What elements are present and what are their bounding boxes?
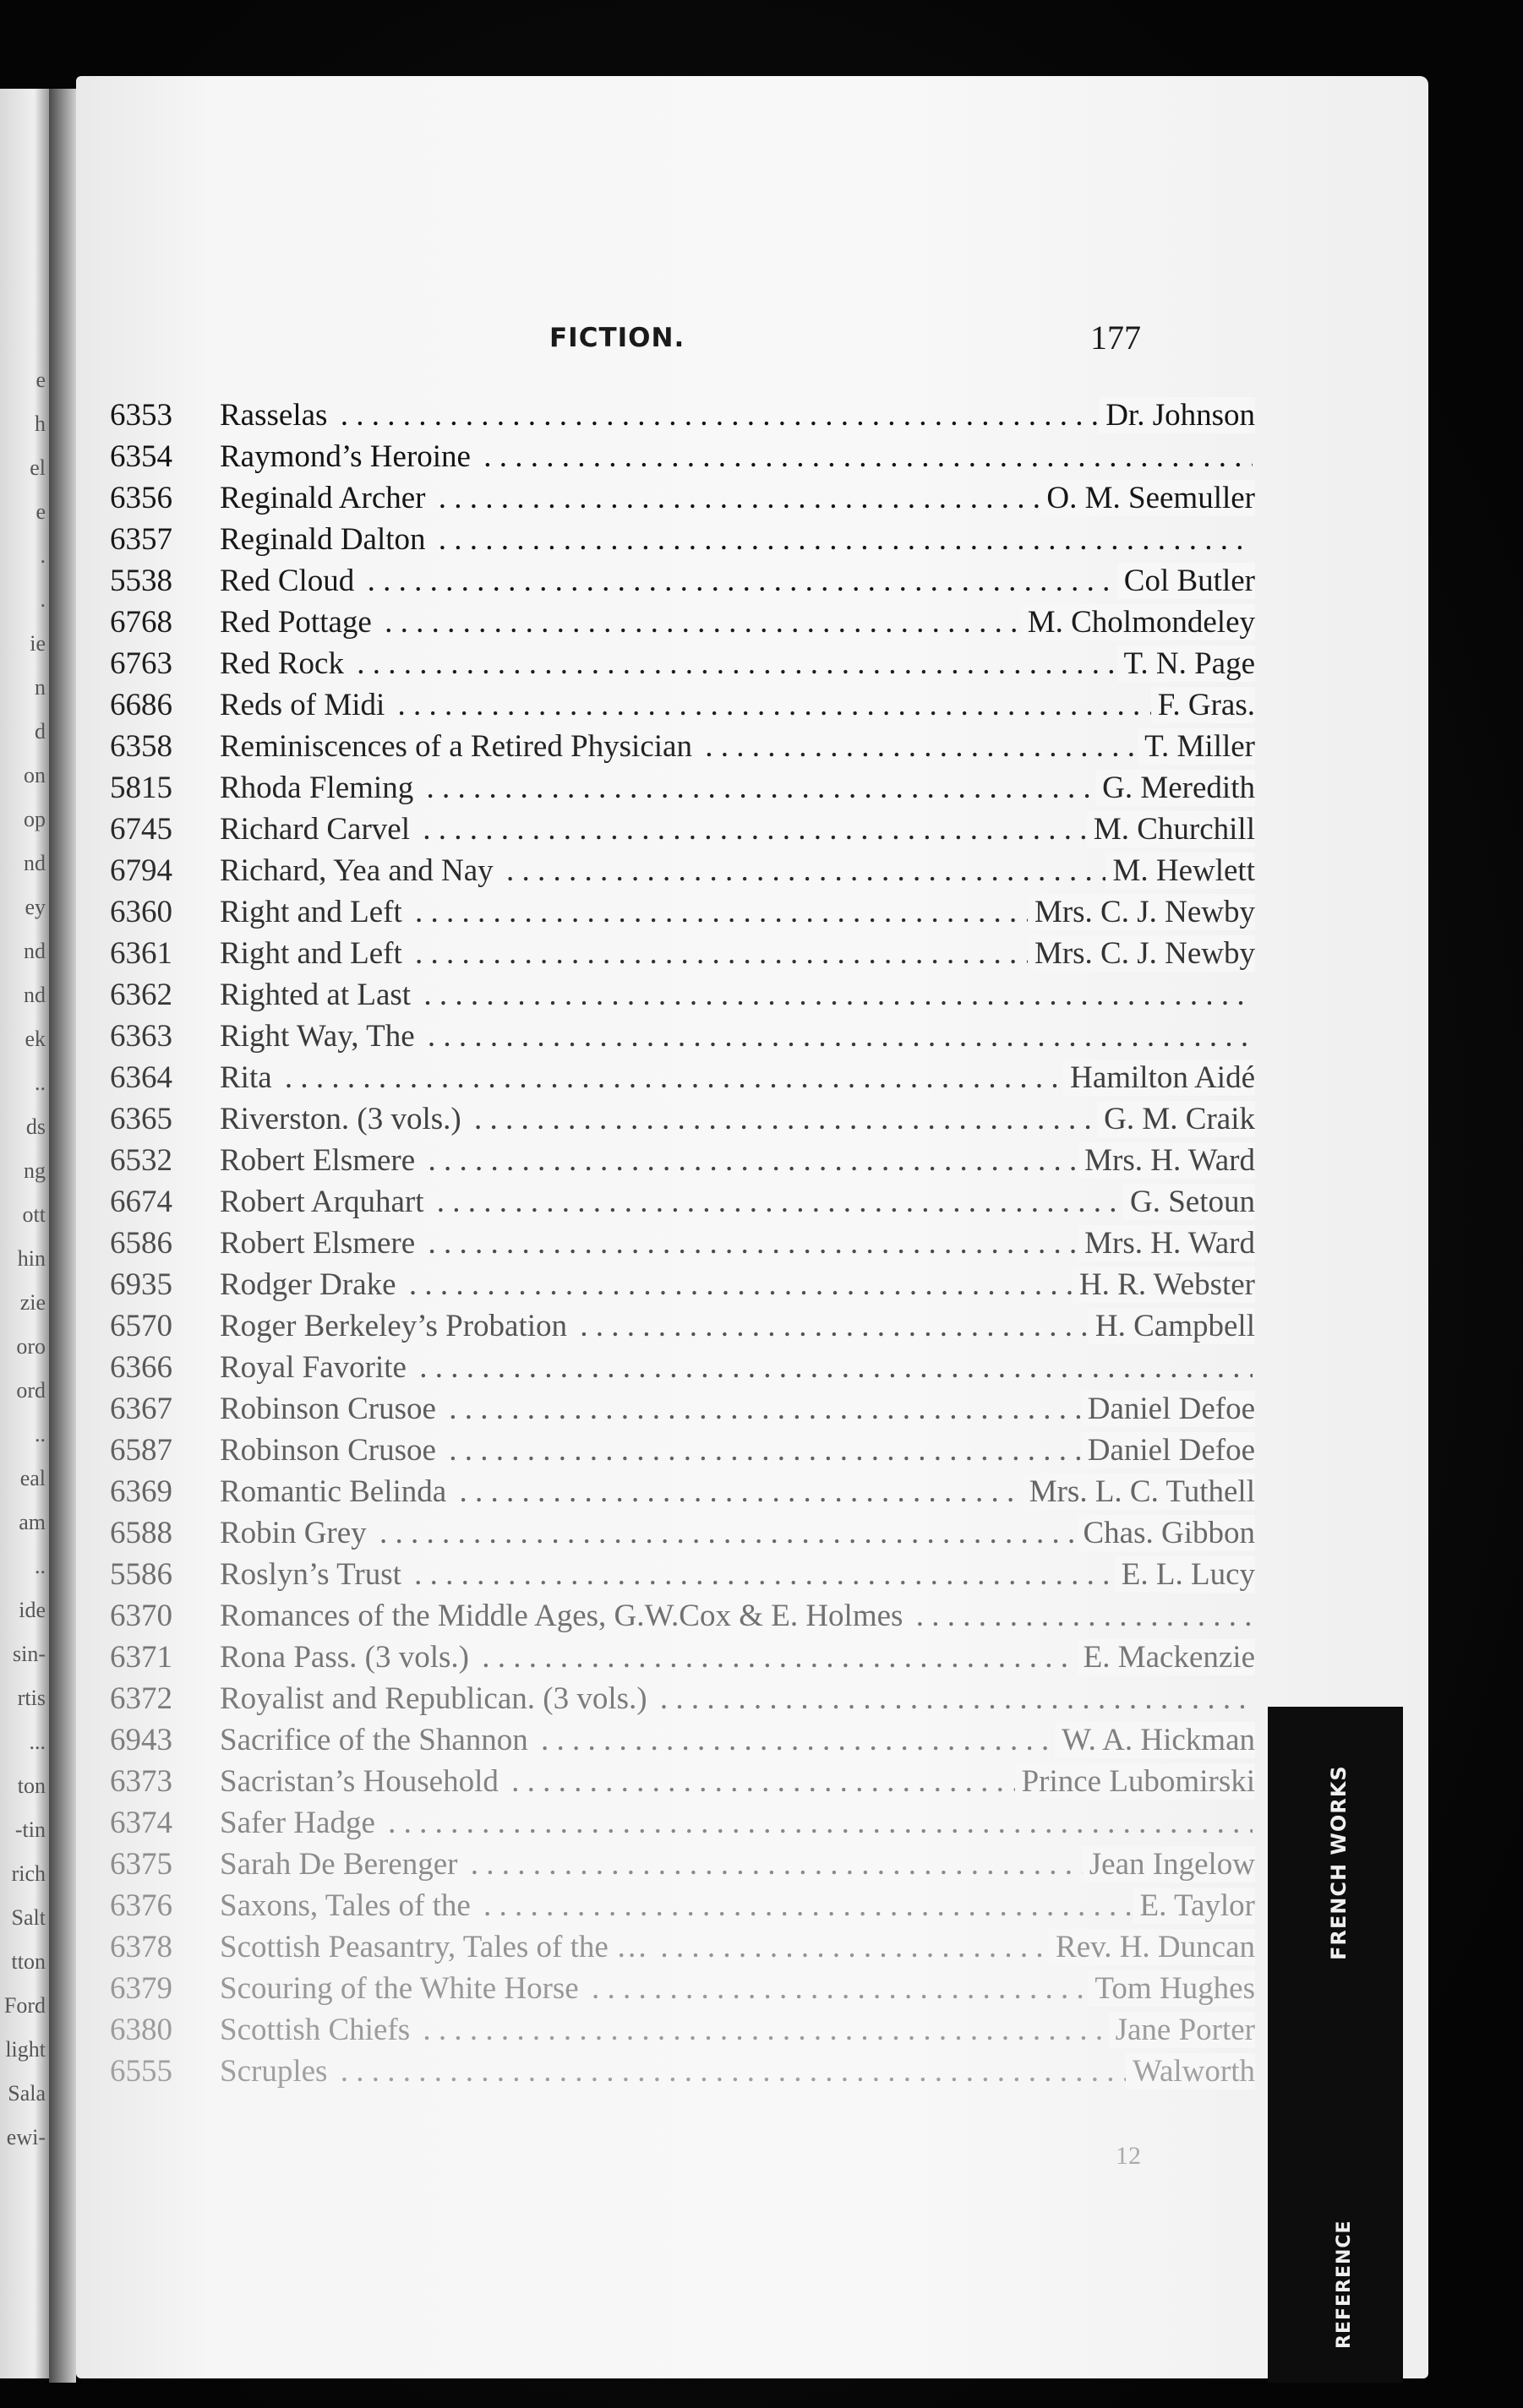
entry-title: Riverston. (3 vols.) [220, 1102, 461, 1136]
reference-label: REFERENCE [1334, 2220, 1355, 2349]
previous-page-fragment: h [35, 411, 46, 436]
catalog-entry [76, 1639, 1428, 1681]
entry-title: Rita [220, 1060, 272, 1095]
entry-title-leader [220, 646, 1253, 682]
catalog-entry [76, 770, 1428, 811]
catalog-entry [76, 811, 1428, 853]
catalog-entry [76, 1267, 1428, 1308]
entry-title: Roslyn’s Trust [220, 1557, 401, 1592]
entry-title-leader [220, 977, 1253, 1013]
entry-number: 6555 [110, 2054, 172, 2089]
entry-title: Reminiscences of a Retired Physician [220, 729, 692, 764]
entry-number: 6362 [110, 978, 172, 1012]
entry-title-leader [220, 1349, 1253, 1386]
previous-page-fragment: hin [17, 1246, 46, 1271]
entry-author: Daniel Defoe [1081, 1432, 1255, 1468]
entry-number: 5586 [110, 1557, 172, 1592]
entry-title: Richard Carvel [220, 812, 410, 847]
entry-author: Col Butler [1117, 563, 1255, 599]
previous-page-fragment: ie [30, 631, 46, 656]
entry-title: Red Rock [220, 646, 344, 681]
catalog-entry [76, 480, 1428, 521]
catalog-entry [76, 894, 1428, 935]
previous-page-fragment: ord [16, 1378, 46, 1403]
catalog-entry [76, 2012, 1428, 2053]
catalog-entry [76, 646, 1428, 687]
entry-number: 6365 [110, 1102, 172, 1136]
entry-author: H. Campbell [1089, 1308, 1255, 1344]
entry-author: H. R. Webster [1073, 1267, 1255, 1303]
previous-page-fragment: ton [17, 1773, 46, 1798]
catalog-entry [76, 1018, 1428, 1060]
previous-page-fragment: .. [35, 1422, 46, 1446]
entry-title-leader [220, 397, 1253, 433]
entry-author: Mrs. L. C. Tuthell [1023, 1474, 1255, 1510]
entry-author: Hamilton Aidé [1063, 1060, 1255, 1096]
entry-number: 6794 [110, 853, 172, 888]
catalog-entry [76, 2053, 1428, 2095]
previous-page-fragment: e [35, 368, 46, 392]
entry-number: 6370 [110, 1599, 172, 1633]
previous-page-fragment: n [35, 675, 46, 700]
entry-author: Prince Lubomirski [1015, 1763, 1255, 1800]
entry-number: 6353 [110, 398, 172, 433]
previous-page-fragment: . [40, 587, 46, 612]
entry-title-leader [220, 439, 1253, 475]
previous-page-fragment: Salt [11, 1905, 46, 1930]
previous-page-fragment: nd [24, 939, 46, 963]
catalog-entry [76, 397, 1428, 439]
catalog-entry [76, 1805, 1428, 1846]
entry-number: 6588 [110, 1516, 172, 1550]
catalog-entry [76, 439, 1428, 480]
previous-page-fragment: nd [24, 851, 46, 875]
shelf-label-strip [1268, 1707, 1403, 2383]
entry-number: 6380 [110, 2013, 172, 2047]
entry-author: E. L. Lucy [1115, 1556, 1255, 1593]
entry-title-leader [220, 2012, 1253, 2048]
previous-page-fragment: .. [35, 1071, 46, 1095]
catalog-entry [76, 604, 1428, 646]
entry-number: 6570 [110, 1309, 172, 1343]
entry-author: Mrs. H. Ward [1078, 1142, 1255, 1179]
previous-page-fragment: am [19, 1510, 46, 1534]
entry-number: 5815 [110, 771, 172, 805]
catalog-entry [76, 1556, 1428, 1598]
entry-title: Right Way, The [220, 1019, 415, 1054]
previous-page-edge [0, 89, 49, 2378]
entry-author: G. Meredith [1095, 770, 1255, 806]
entry-number: 6373 [110, 1764, 172, 1799]
previous-page-fragment: rtis [17, 1686, 46, 1710]
previous-page-fragment: on [24, 763, 46, 787]
entry-title-leader [220, 2053, 1253, 2089]
previous-page-fragment: sin- [13, 1642, 46, 1666]
entry-title: Rodger Drake [220, 1267, 396, 1302]
entry-number: 6375 [110, 1847, 172, 1882]
entry-author: Daniel Defoe [1081, 1391, 1255, 1427]
running-head [76, 319, 1428, 365]
catalog-entry [76, 1681, 1428, 1722]
previous-page-fragment: rich [11, 1861, 46, 1886]
entry-number: 6745 [110, 812, 172, 847]
previous-page-fragment: e [35, 499, 46, 524]
previous-page-fragment: ds [25, 1114, 46, 1139]
entry-title: Roger Berkeley’s Probation [220, 1309, 568, 1343]
entry-author: W. A. Hickman [1055, 1722, 1255, 1758]
catalog-entry [76, 1515, 1428, 1556]
entry-title: Rhoda Fleming [220, 771, 414, 805]
signature-mark: 12 [1116, 2142, 1141, 2170]
catalog-entry [76, 977, 1428, 1018]
previous-page-fragment: ek [25, 1027, 46, 1051]
catalog-entry [76, 1432, 1428, 1474]
entry-title: Right and Left [220, 895, 402, 929]
entry-title: Robert Elsmere [220, 1143, 416, 1178]
entry-title-leader [220, 1598, 1253, 1634]
entry-author: E. Taylor [1133, 1888, 1255, 1924]
catalog-entry [76, 1101, 1428, 1142]
previous-page-fragment: d [35, 719, 46, 744]
entry-number: 6371 [110, 1640, 172, 1675]
catalog-entry [76, 1060, 1428, 1101]
catalog-entry [76, 1142, 1428, 1184]
page-number: 177 [1090, 319, 1141, 357]
previous-page-fragment: op [24, 807, 46, 831]
entry-title-leader [220, 687, 1253, 723]
entry-title: Sacrifice of the Shannon [220, 1723, 528, 1757]
entry-number: 6374 [110, 1806, 172, 1840]
entry-author: Walworth [1126, 2053, 1255, 2089]
previous-page-fragment: -tin [14, 1817, 46, 1842]
entry-title: Robert Arquhart [220, 1185, 424, 1219]
entry-author: G. M. Craik [1097, 1101, 1255, 1137]
previous-page-fragment: ng [24, 1158, 46, 1183]
previous-page-fragment: ott [22, 1202, 46, 1227]
entry-title: Scottish Chiefs [220, 2013, 411, 2047]
entry-title: Royalist and Republican. (3 vols.) [220, 1681, 647, 1716]
entry-number: 6763 [110, 646, 172, 681]
entry-author: E. Mackenzie [1077, 1639, 1255, 1675]
fiction-catalog-list [76, 397, 1428, 2095]
previous-page-fragment: Ford [3, 1993, 46, 2018]
entry-title: Rona Pass. (3 vols.) [220, 1640, 469, 1675]
entry-title: Righted at Last [220, 978, 412, 1012]
entry-title: Red Cloud [220, 564, 355, 598]
entry-title: Robin Grey [220, 1516, 367, 1550]
book-page [76, 76, 1428, 2378]
catalog-entry [76, 1763, 1428, 1805]
catalog-entry [76, 1308, 1428, 1349]
catalog-entry [76, 687, 1428, 728]
entry-title: Sarah De Berenger [220, 1847, 458, 1882]
entry-title: Red Pottage [220, 605, 372, 640]
entry-number: 6356 [110, 481, 172, 515]
entry-number: 6586 [110, 1226, 172, 1261]
previous-page-fragment: nd [24, 983, 46, 1007]
entry-title: Scottish Peasantry, Tales of the … [220, 1930, 648, 1964]
entry-title: Right and Left [220, 936, 402, 971]
previous-page-fragment: light [5, 2037, 46, 2062]
catalog-entry [76, 1846, 1428, 1888]
entry-title-leader [220, 563, 1253, 599]
entry-title: Sacristan’s Household [220, 1764, 499, 1799]
catalog-entry [76, 1349, 1428, 1391]
catalog-entry [76, 728, 1428, 770]
french-works-label: FRENCH WORKS [1327, 1765, 1351, 1960]
previous-page-fragment: ... [29, 1730, 46, 1754]
entry-number: 6361 [110, 936, 172, 971]
previous-page-fragment: . [40, 543, 46, 568]
entry-title-leader [220, 1681, 1253, 1717]
entry-author: Tom Hughes [1088, 1970, 1255, 2007]
catalog-entry [76, 521, 1428, 563]
catalog-entry [76, 1888, 1428, 1929]
entry-author: Rev. H. Duncan [1049, 1929, 1255, 1965]
entry-title-leader [220, 1888, 1253, 1924]
entry-number: 6768 [110, 605, 172, 640]
entry-author: M. Hewlett [1105, 853, 1255, 889]
entry-author: Chas. Gibbon [1077, 1515, 1256, 1551]
book-gutter [49, 89, 76, 2383]
entry-author: T. N. Page [1117, 646, 1256, 682]
catalog-entry [76, 1474, 1428, 1515]
catalog-entry [76, 1722, 1428, 1763]
previous-page-fragment: tton [11, 1949, 46, 1974]
catalog-entry [76, 1184, 1428, 1225]
entry-title: Royal Favorite [220, 1350, 407, 1385]
entry-author: Mrs. C. J. Newby [1028, 894, 1255, 930]
previous-page-fragment: zie [19, 1290, 46, 1315]
previous-page-fragment: Sala [8, 2081, 46, 2106]
entry-number: 6358 [110, 729, 172, 764]
entry-number: 6379 [110, 1971, 172, 2006]
previous-page-fragment: ey [25, 895, 46, 919]
entry-number: 6587 [110, 1433, 172, 1468]
entry-author: T. Miller [1138, 728, 1255, 765]
previous-page-fragment: ide [19, 1598, 46, 1622]
entry-title-leader [220, 1556, 1253, 1593]
entry-number: 6935 [110, 1267, 172, 1302]
entry-author: G. Setoun [1123, 1184, 1255, 1220]
catalog-entry [76, 1970, 1428, 2012]
entry-title-leader [220, 1805, 1253, 1841]
entry-author: Mrs. H. Ward [1078, 1225, 1255, 1261]
entry-number: 6943 [110, 1723, 172, 1757]
entry-author: Dr. Johnson [1099, 397, 1255, 433]
section-title: FICTION. [549, 323, 685, 353]
previous-page-fragment: eal [19, 1466, 46, 1490]
entry-title-leader [220, 728, 1253, 765]
catalog-entry [76, 1929, 1428, 1970]
entry-title: Reginald Archer [220, 481, 426, 515]
entry-number: 6532 [110, 1143, 172, 1178]
entry-number: 6369 [110, 1474, 172, 1509]
previous-page-fragment: el [30, 455, 46, 480]
entry-title-leader [220, 1018, 1253, 1054]
previous-page-fragment: ewi- [6, 2125, 46, 2149]
catalog-entry [76, 853, 1428, 894]
entry-author: F. Gras. [1151, 687, 1255, 723]
entry-number: 6372 [110, 1681, 172, 1716]
catalog-entry [76, 1598, 1428, 1639]
catalog-entry [76, 935, 1428, 977]
entry-title: Scouring of the White Horse [220, 1971, 579, 2006]
entry-title: Romantic Belinda [220, 1474, 447, 1509]
entry-number: 5538 [110, 564, 172, 598]
entry-number: 6367 [110, 1392, 172, 1426]
entry-title: Scruples [220, 2054, 328, 2089]
entry-number: 6354 [110, 439, 172, 474]
entry-number: 6376 [110, 1888, 172, 1923]
entry-number: 6674 [110, 1185, 172, 1219]
catalog-entry [76, 1225, 1428, 1267]
entry-title: Reds of Midi [220, 688, 385, 722]
previous-page-fragment: .. [35, 1554, 46, 1578]
entry-number: 6364 [110, 1060, 172, 1095]
entry-author: O. M. Seemuller [1040, 480, 1255, 516]
entry-title: Safer Hadge [220, 1806, 375, 1840]
entry-number: 6686 [110, 688, 172, 722]
catalog-entry [76, 563, 1428, 604]
entry-author: Mrs. C. J. Newby [1028, 935, 1255, 972]
entry-title-leader [220, 521, 1253, 558]
entry-title: Romances of the Middle Ages, G.W.Cox & E. Holmes [220, 1599, 903, 1633]
entry-title: Robinson Crusoe [220, 1433, 436, 1468]
entry-number: 6360 [110, 895, 172, 929]
entry-number: 6366 [110, 1350, 172, 1385]
entry-title-leader [220, 853, 1253, 889]
entry-author: Jean Ingelow [1083, 1846, 1255, 1882]
entry-number: 6378 [110, 1930, 172, 1964]
entry-title: Reginald Dalton [220, 522, 426, 557]
entry-number: 6357 [110, 522, 172, 557]
catalog-entry [76, 1391, 1428, 1432]
entry-title: Richard, Yea and Nay [220, 853, 494, 888]
entry-title: Raymond’s Heroine [220, 439, 471, 474]
entry-title: Robert Elsmere [220, 1226, 416, 1261]
entry-title: Rasselas [220, 398, 328, 433]
entry-author: Jane Porter [1109, 2012, 1255, 2048]
entry-author: M. Cholmondeley [1021, 604, 1255, 640]
previous-page-fragment: oro [16, 1334, 46, 1359]
entry-title: Robinson Crusoe [220, 1392, 436, 1426]
entry-author: M. Churchill [1087, 811, 1255, 847]
entry-number: 6363 [110, 1019, 172, 1054]
entry-title: Saxons, Tales of the [220, 1888, 471, 1923]
entry-title-leader [220, 1184, 1253, 1220]
